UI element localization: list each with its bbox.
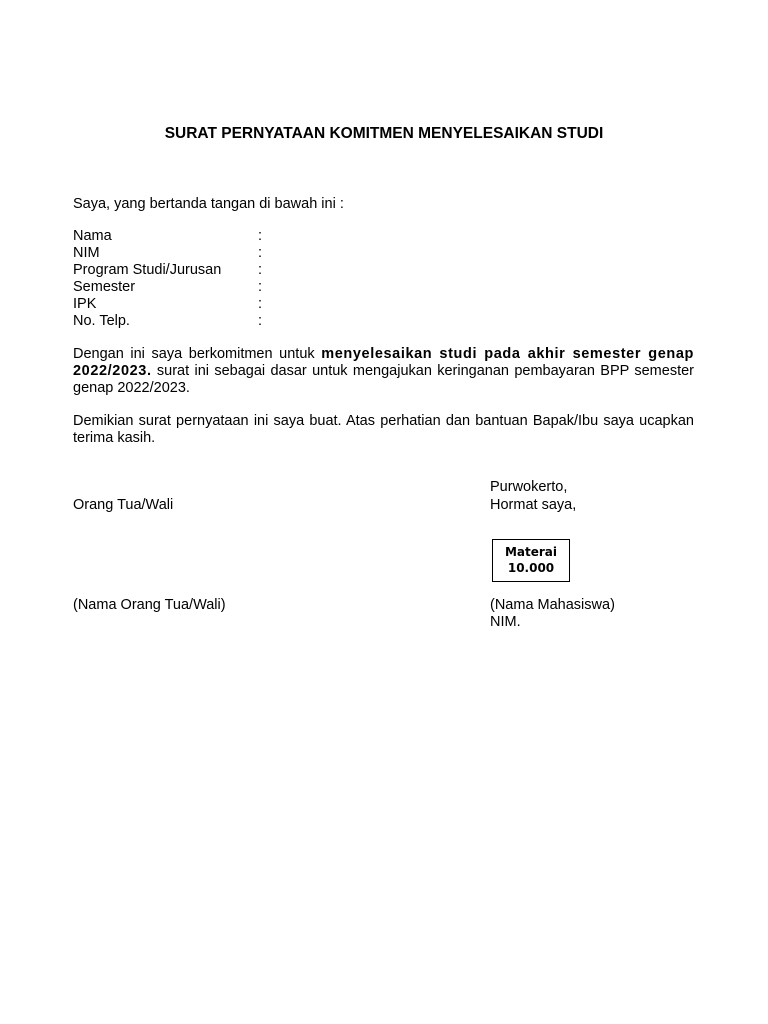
field-label: No. Telp. <box>73 313 130 329</box>
field-colon: : <box>258 228 263 244</box>
field-label: Nama <box>73 228 112 244</box>
stamp-label: Materai <box>504 545 558 559</box>
field-row-telp <box>73 313 262 330</box>
commitment-emphasis: menyelesaikan studi pada akhir semester genap 2022/2023. <box>73 346 694 379</box>
stamp-value: 10.000 <box>507 561 555 575</box>
field-row-ipk <box>73 296 262 313</box>
materai-stamp-box <box>492 539 570 582</box>
parent-signature-heading: Orang Tua/Wali <box>73 497 174 513</box>
student-name-placeholder: (Nama Mahasiswa) <box>490 597 615 613</box>
commitment-text-before: Dengan ini saya berkomitmen untuk <box>73 346 322 362</box>
field-row-nim <box>73 245 262 262</box>
closing-paragraph: Demikian surat pernyataan ini saya buat. Atas perhatian dan bantuan Bapak/Ibu saya ucapkan terima kasih. <box>73 413 694 446</box>
field-label: NIM <box>73 245 100 261</box>
field-label: Program Studi/Jurusan <box>73 262 222 278</box>
field-colon: : <box>258 296 263 312</box>
parent-name-placeholder: (Nama Orang Tua/Wali) <box>73 597 226 613</box>
commitment-paragraph <box>73 346 694 397</box>
field-row-program-studi <box>73 262 262 279</box>
document-title: SURAT PERNYATAAN KOMITMEN MENYELESAIKAN STUDI <box>164 125 604 142</box>
student-nim-placeholder: NIM. <box>490 614 521 630</box>
commitment-text-after: surat ini sebagai dasar untuk mengajukan keringanan pembayaran BPP semester genap 2022/2023. <box>73 363 694 396</box>
identity-fields <box>73 228 262 330</box>
intro-text: Saya, yang bertanda tangan di bawah ini : <box>73 196 344 212</box>
field-row-semester <box>73 279 262 296</box>
field-colon: : <box>258 279 263 295</box>
field-label: Semester <box>73 279 136 295</box>
signature-city-date: Purwokerto, <box>490 479 568 495</box>
field-label: IPK <box>73 296 97 312</box>
field-colon: : <box>258 262 263 278</box>
student-signature-heading: Hormat saya, <box>490 497 577 513</box>
field-colon: : <box>258 245 263 261</box>
field-colon: : <box>258 313 263 329</box>
field-row-nama <box>73 228 262 245</box>
